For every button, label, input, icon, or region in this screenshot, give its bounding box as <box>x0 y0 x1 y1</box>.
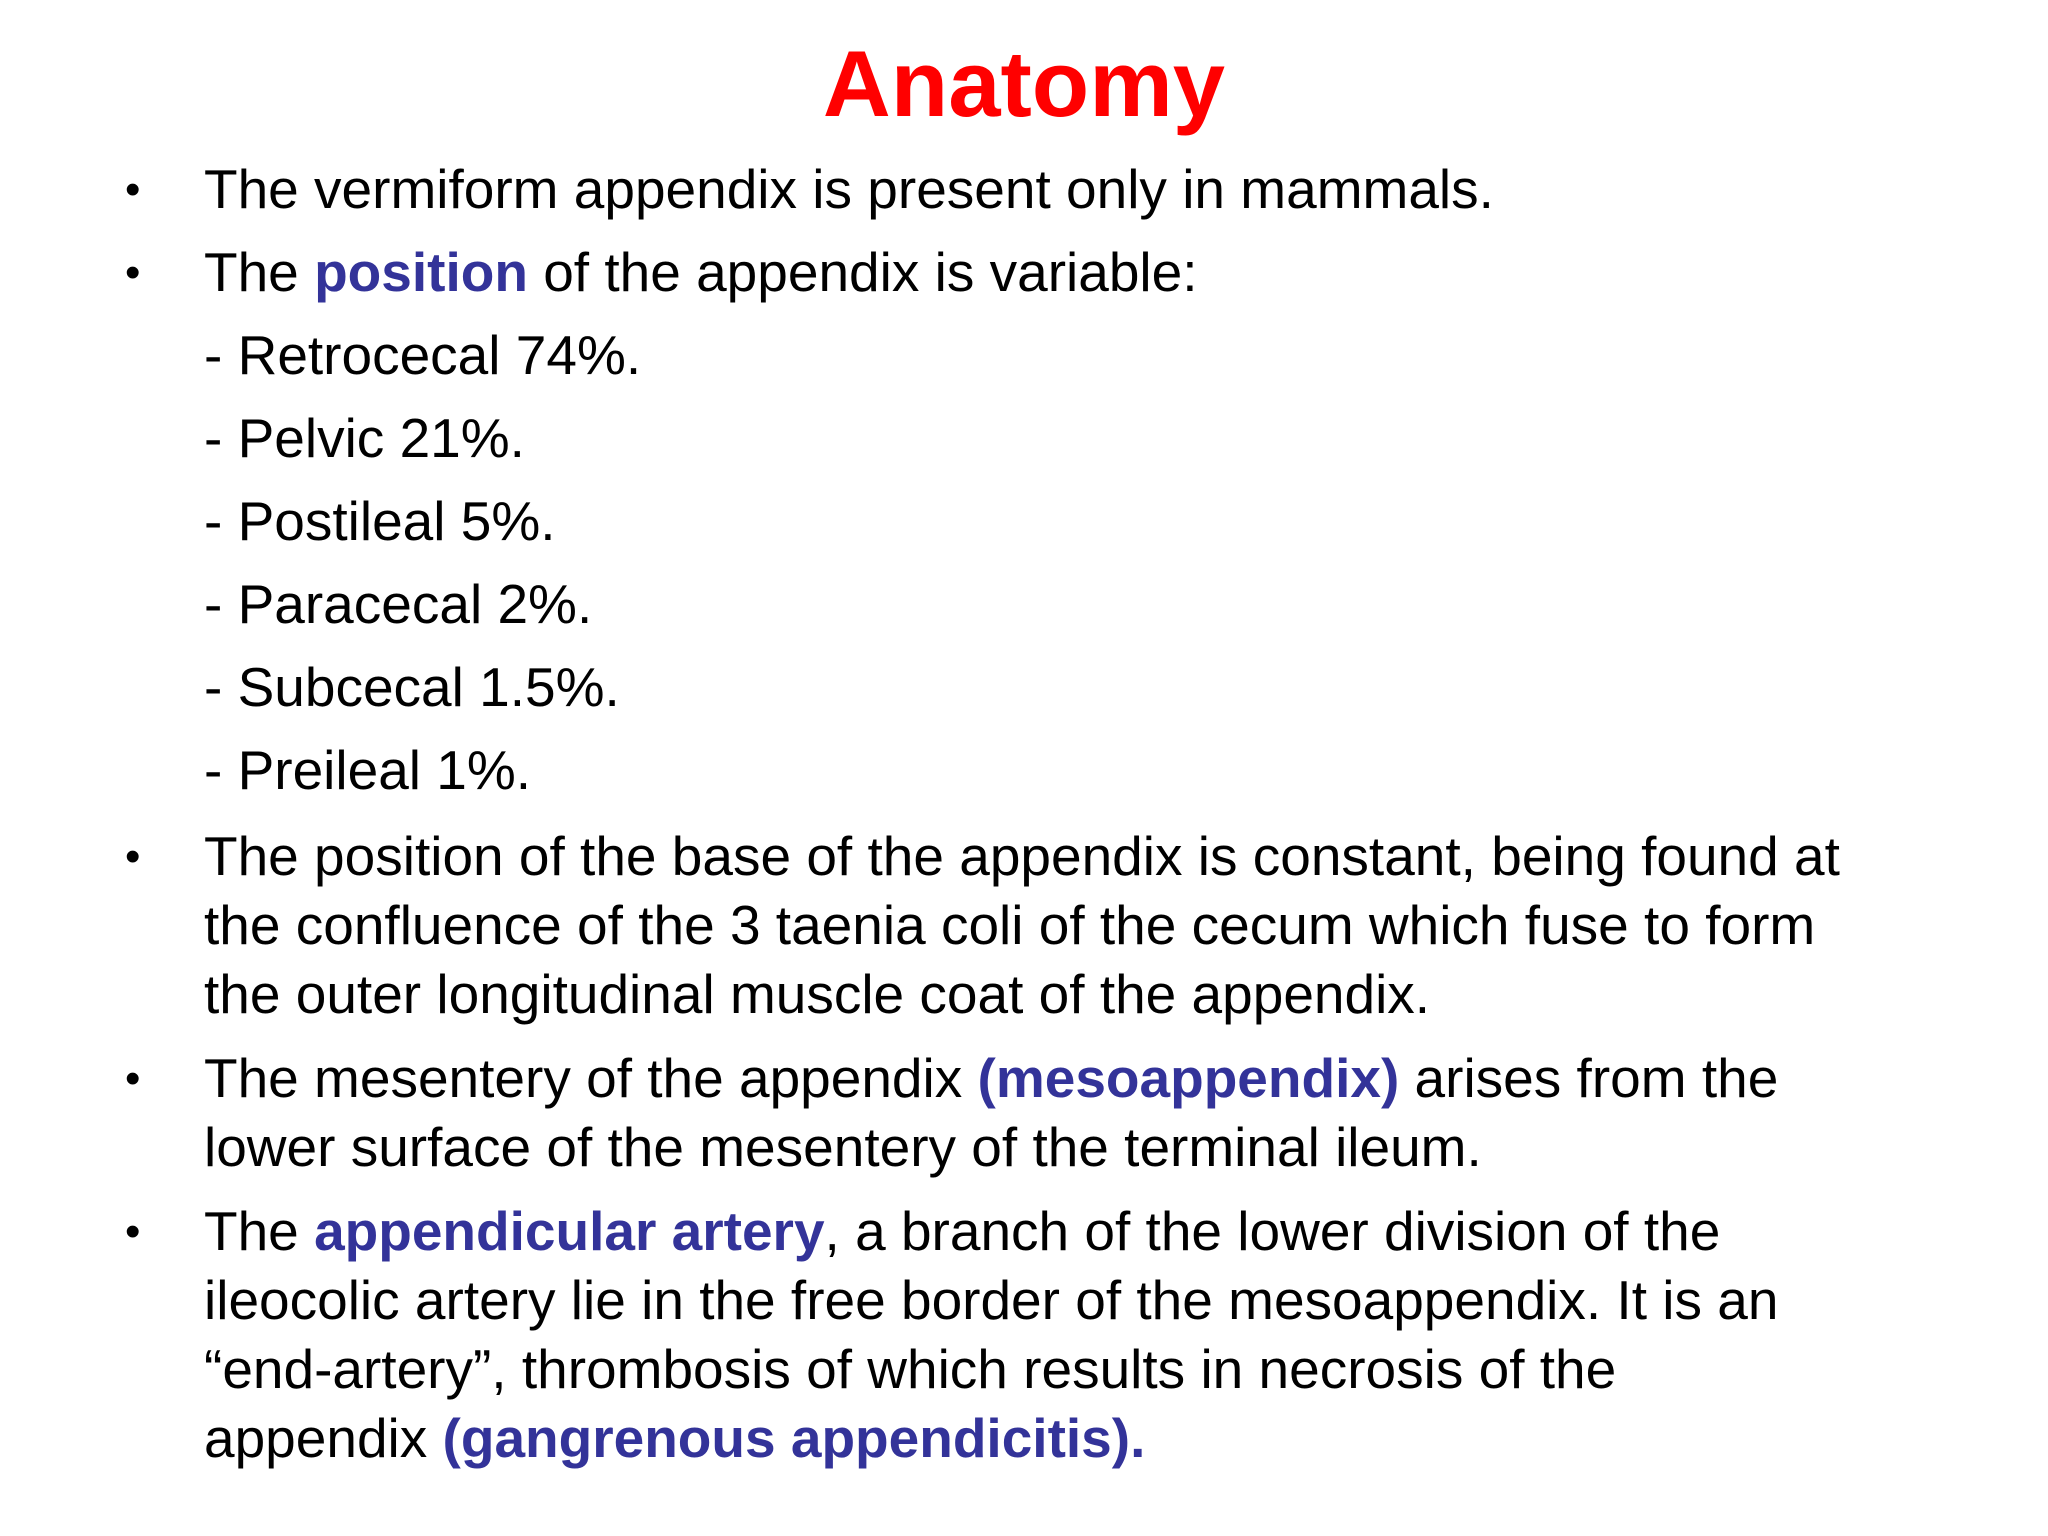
highlight-mesoappendix: (mesoappendix) <box>977 1047 1400 1109</box>
text-run: appendix <box>204 1407 443 1469</box>
position-item-subcecal: - Subcecal 1.5%. <box>204 656 620 718</box>
highlight-position: position <box>314 241 528 303</box>
bullet-marker: • <box>125 1207 141 1256</box>
bullet-marker: • <box>125 165 141 214</box>
bullet-marker: • <box>125 248 141 297</box>
bullet-5-line-2: ileocolic artery lie in the free border of the mesoappendix. It is an <box>204 1269 1779 1331</box>
text-run: The <box>204 241 315 303</box>
highlight-gangrenous-appendicitis: (gangrenous appendicitis). <box>442 1407 1146 1469</box>
position-item-retrocecal: - Retrocecal 74%. <box>204 324 642 386</box>
bullet-3-line-2: the confluence of the 3 taenia coli of the cecum which fuse to form <box>204 894 1816 956</box>
bullet-5-line-3: “end-artery”, thrombosis of which results in necrosis of the <box>204 1338 1617 1400</box>
position-item-paracecal: - Paracecal 2%. <box>204 573 593 635</box>
text-run: of the appendix is variable: <box>527 241 1198 303</box>
text-run: , a branch of the lower division of the <box>824 1200 1721 1262</box>
position-item-postileal: - Postileal 5%. <box>204 490 556 552</box>
bullet-marker: • <box>125 1054 141 1103</box>
text-run: The <box>204 1200 315 1262</box>
position-item-preileal: - Preileal 1%. <box>204 739 532 801</box>
bullet-3-line-1: The position of the base of the appendix is constant, being found at <box>204 825 1840 887</box>
bullet-4-line-1 <box>204 1044 1778 1113</box>
highlight-appendicular-artery: appendicular artery <box>314 1200 825 1262</box>
bullet-3-line-3: the outer longitudinal muscle coat of the appendix. <box>204 963 1431 1025</box>
slide-title: Anatomy <box>822 31 1226 136</box>
text-run: The mesentery of the appendix <box>204 1047 978 1109</box>
text-run: arises from the <box>1399 1047 1779 1109</box>
bullet-1-text: The vermiform appendix is present only in mammals. <box>204 158 1494 220</box>
bullet-marker: • <box>125 832 141 881</box>
bullet-2-text <box>204 238 1198 307</box>
bullet-4-line-2: lower surface of the mesentery of the terminal ileum. <box>204 1116 1482 1178</box>
bullet-5-line-1 <box>204 1197 1720 1266</box>
bullet-5-line-4 <box>204 1404 1145 1473</box>
position-item-pelvic: - Pelvic 21%. <box>204 407 525 469</box>
